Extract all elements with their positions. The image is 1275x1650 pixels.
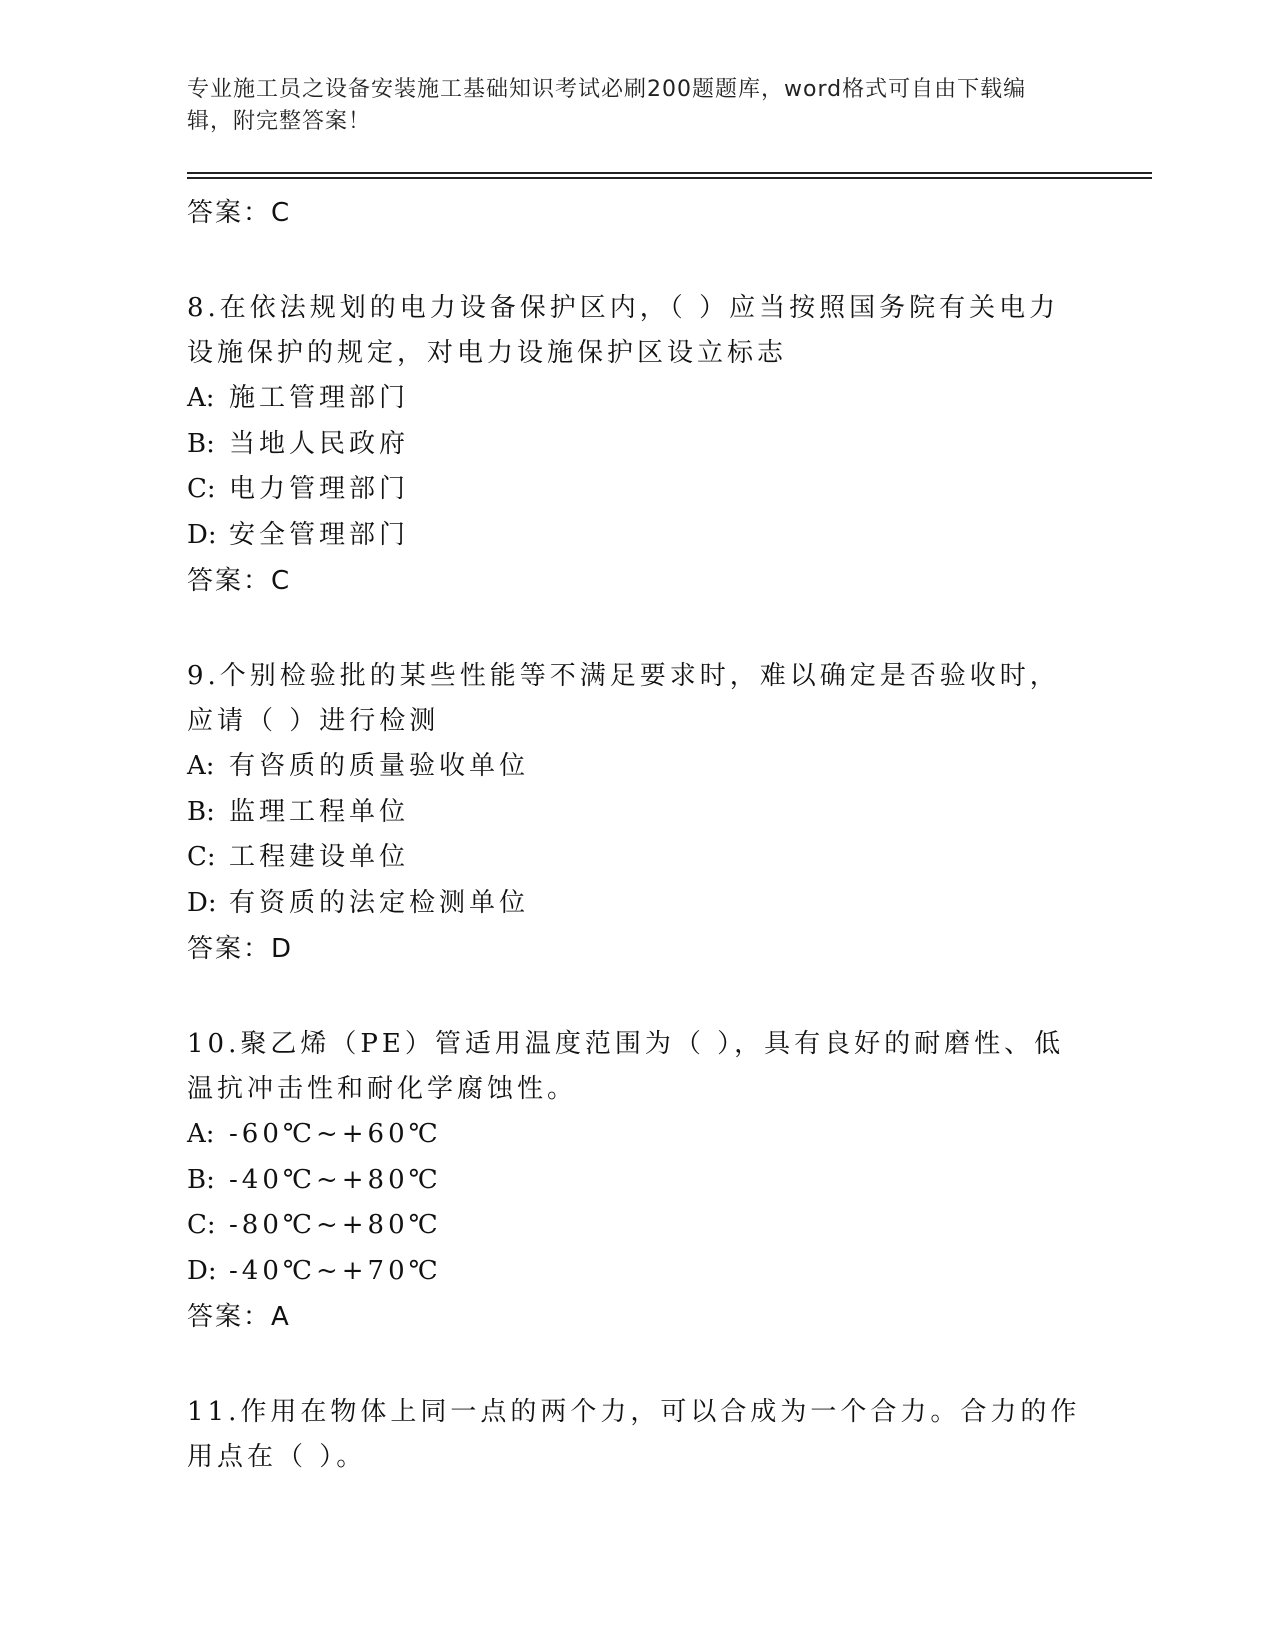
option-item (187, 790, 1087, 836)
option-text: 有资质的法定检测单位 (229, 887, 530, 918)
option-letter: C: (187, 1210, 216, 1240)
option-text: 当地人民政府 (229, 428, 410, 459)
option-letter: B: (187, 1164, 215, 1195)
option-item (187, 881, 1087, 927)
option-item (187, 467, 1087, 513)
option-item (187, 1203, 1087, 1249)
option-letter: D: (187, 1255, 217, 1286)
option-letter: B: (187, 428, 215, 459)
option-text: 监理工程单位 (229, 796, 410, 827)
question-item (187, 654, 1087, 972)
option-item (187, 1249, 1087, 1295)
question-item (187, 1022, 1087, 1340)
option-letter: B: (187, 796, 215, 827)
option-text: 安全管理部门 (229, 519, 410, 550)
answer-line: 答案：C (187, 566, 292, 596)
answer-line: 答案：A (187, 1302, 291, 1332)
option-item (187, 376, 1087, 422)
option-text: -60℃~+60℃ (229, 1119, 442, 1149)
question-item (187, 286, 1087, 604)
header-divider-top (187, 172, 1152, 174)
option-item (187, 744, 1087, 790)
option-text: -40℃~+80℃ (229, 1164, 442, 1195)
question-text: 11.作用在物体上同一点的两个力，可以合成为一个合力。合力的作用点在（ ）。 (187, 1397, 1081, 1472)
question-text: 8.在依法规划的电力设备保护区内，（ ）应当按照国务院有关电力设施保护的规定，对电力设施保护区设立标志 (187, 293, 1060, 368)
question-item (187, 1390, 1087, 1480)
option-text: 电力管理部门 (229, 474, 410, 504)
option-letter: D: (187, 887, 217, 918)
question-text: 9.个别检验批的某些性能等不满足要求时，难以确定是否验收时，应请（ ）进行检测 (187, 661, 1060, 736)
option-item (187, 513, 1087, 559)
option-item (187, 422, 1087, 468)
option-letter: A: (187, 1119, 215, 1149)
option-text: 工程建设单位 (229, 842, 410, 872)
option-letter: C: (187, 842, 216, 872)
question-text: 10.聚乙烯（PE）管适用温度范围为（ ），具有良好的耐磨性、低温抗冲击性和耐化学腐蚀性。 (187, 1029, 1065, 1104)
option-text: 有咨质的质量验收单位 (229, 751, 530, 781)
option-letter: A: (187, 383, 215, 413)
option-item (187, 1158, 1087, 1204)
option-letter: C: (187, 474, 216, 504)
option-item (187, 1112, 1087, 1158)
option-text: -80℃~+80℃ (229, 1210, 442, 1240)
question-list (187, 190, 1087, 1480)
option-letter: D: (187, 519, 217, 550)
option-item (187, 835, 1087, 881)
answer-line: 答案：C (187, 198, 292, 228)
document-header (187, 74, 1067, 138)
header-divider-bottom (187, 177, 1152, 179)
answer-line: 答案：D (187, 934, 294, 964)
option-text: -40℃~+70℃ (229, 1255, 442, 1286)
header-title: 专业施工员之设备安装施工基础知识考试必刷200题题库，word格式可自由下载编辑，附完整答案！ (187, 77, 1027, 134)
option-text: 施工管理部门 (229, 383, 410, 413)
option-letter: A: (187, 751, 215, 781)
